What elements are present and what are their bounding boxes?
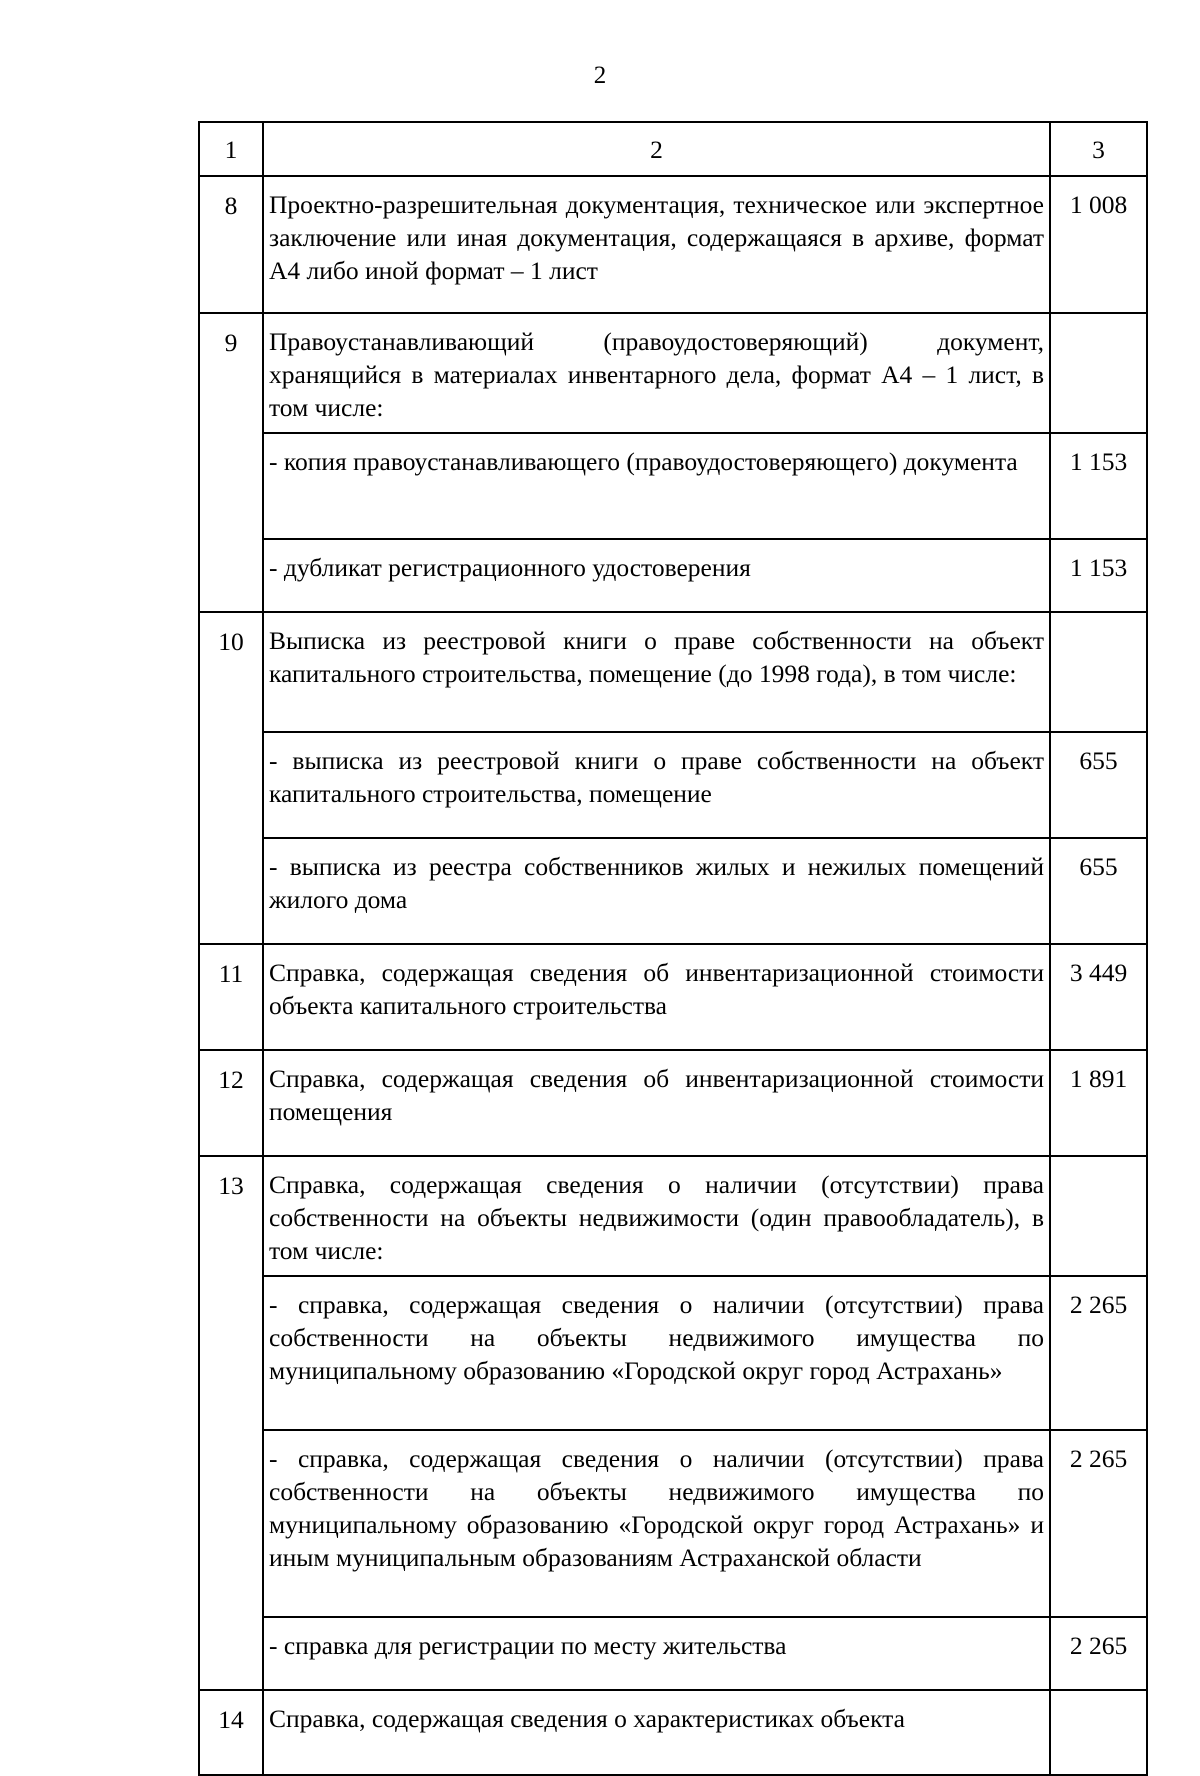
subrow-price: 2 265 — [1050, 1617, 1147, 1690]
subrow-price: 655 — [1050, 838, 1147, 944]
row-price — [1050, 1690, 1147, 1775]
page-number: 2 — [593, 62, 607, 89]
row-description: Проектно-разрешительная документация, техническое или экспертное заключение или иная документация, содержащаяся в архиве, формат А4 либо иной формат – 1 лист — [263, 176, 1050, 313]
row-number: 12 — [199, 1050, 263, 1156]
subrow-price: 1 153 — [1050, 433, 1147, 539]
row-description: Справка, содержащая сведения о наличии (отсутствии) права собственности на объекты недвижимости (один правообладатель), в том числе: — [263, 1156, 1050, 1276]
table-row — [199, 1050, 1147, 1156]
table-subrow — [199, 732, 1147, 838]
subrow-description: - копия правоустанавливающего (правоудостоверяющего) документа — [263, 433, 1050, 539]
row-description: Справка, содержащая сведения об инвентаризационной стоимости помещения — [263, 1050, 1050, 1156]
row-description: Справка, содержащая сведения о характеристиках объекта — [263, 1690, 1050, 1775]
row-price — [1050, 612, 1147, 732]
subrow-description: - выписка из реестровой книги о праве собственности на объект капитального строительства, помещение — [263, 732, 1050, 838]
subrow-description: - выписка из реестра собственников жилых и нежилых помещений жилого дома — [263, 838, 1050, 944]
subrow-price: 2 265 — [1050, 1430, 1147, 1617]
table-subrow — [199, 1617, 1147, 1690]
table-subrow — [199, 433, 1147, 539]
subrow-price: 2 265 — [1050, 1276, 1147, 1430]
row-number: 8 — [199, 176, 263, 313]
table-subrow — [199, 1276, 1147, 1430]
column-header-number: 1 — [199, 122, 263, 176]
row-number: 10 — [199, 612, 263, 944]
fee-table — [198, 121, 1148, 1776]
row-description: Справка, содержащая сведения об инвентаризационной стоимости объекта капитального строительства — [263, 944, 1050, 1050]
table-header-row — [199, 122, 1147, 176]
table-row — [199, 1690, 1147, 1775]
row-number: 13 — [199, 1156, 263, 1690]
row-price — [1050, 313, 1147, 433]
table-row — [199, 176, 1147, 313]
row-description: Правоустанавливающий (правоудостоверяющий) документ, хранящийся в материалах инвентарного дела, формат А4 – 1 лист, в том числе: — [263, 313, 1050, 433]
row-price: 3 449 — [1050, 944, 1147, 1050]
row-price — [1050, 1156, 1147, 1276]
table-row — [199, 313, 1147, 433]
column-header-price: 3 — [1050, 122, 1147, 176]
table-subrow — [199, 1430, 1147, 1617]
subrow-description: - дубликат регистрационного удостоверения — [263, 539, 1050, 612]
subrow-description: - справка, содержащая сведения о наличии (отсутствии) права собственности на объекты недвижимого имущества по муниципальному образованию «Городской округ город Астрахань» и иным муниципальным образованиям Астраханской области — [263, 1430, 1050, 1617]
row-number: 11 — [199, 944, 263, 1050]
row-description: Выписка из реестровой книги о праве собственности на объект капитального строительства, помещение (до 1998 года), в том числе: — [263, 612, 1050, 732]
table-row — [199, 944, 1147, 1050]
table-subrow — [199, 838, 1147, 944]
table-subrow — [199, 539, 1147, 612]
row-price: 1 008 — [1050, 176, 1147, 313]
subrow-price: 1 153 — [1050, 539, 1147, 612]
row-number: 9 — [199, 313, 263, 612]
row-number: 14 — [199, 1690, 263, 1775]
subrow-description: - справка, содержащая сведения о наличии (отсутствии) права собственности на объекты недвижимого имущества по муниципальному образованию «Городской округ город Астрахань» — [263, 1276, 1050, 1430]
subrow-description: - справка для регистрации по месту жительства — [263, 1617, 1050, 1690]
table-row — [199, 1156, 1147, 1276]
subrow-price: 655 — [1050, 732, 1147, 838]
row-price: 1 891 — [1050, 1050, 1147, 1156]
table-row — [199, 612, 1147, 732]
column-header-description: 2 — [263, 122, 1050, 176]
